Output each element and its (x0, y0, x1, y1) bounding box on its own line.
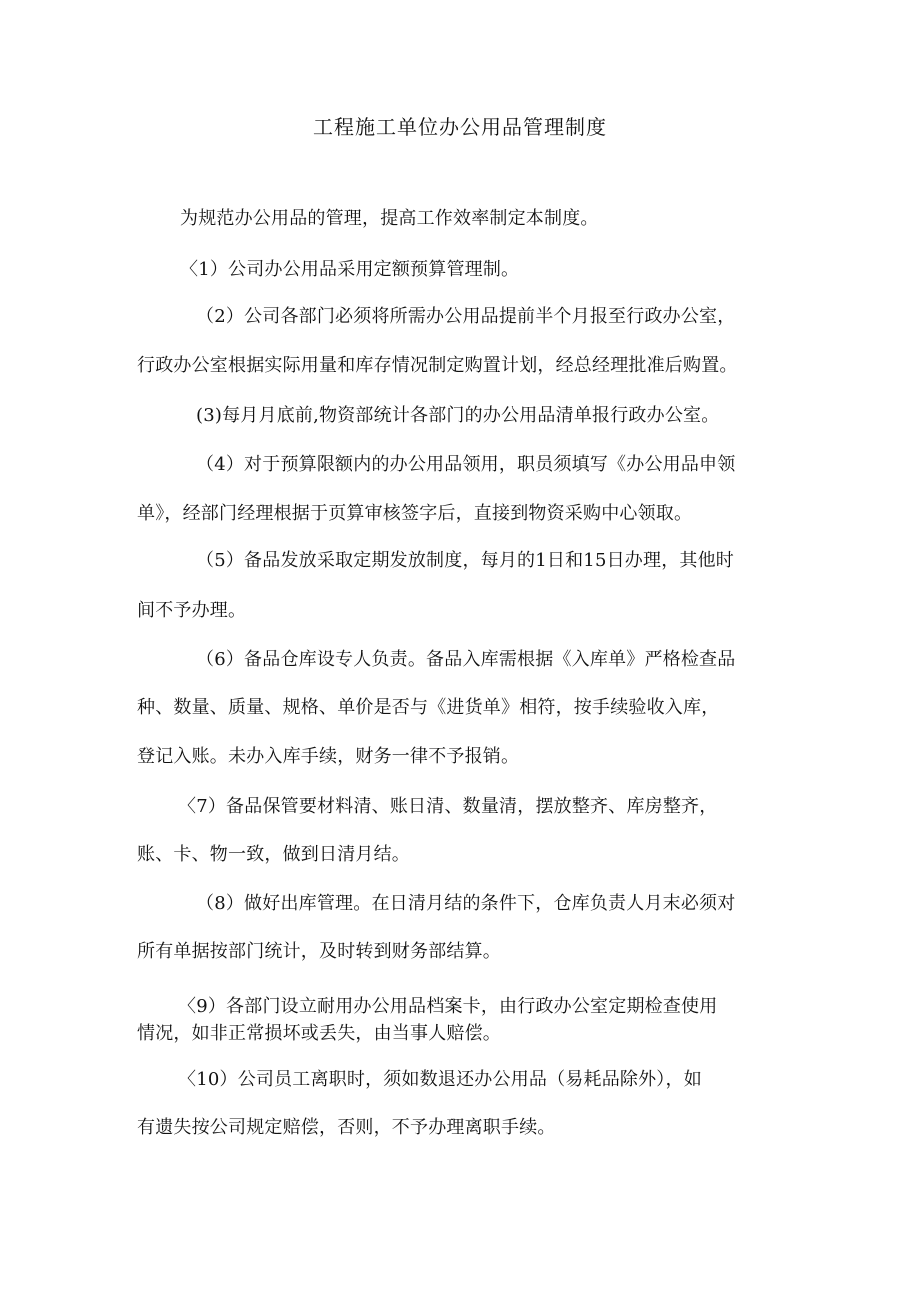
item-2-line-1: （2）公司各部门必须将所需办公用品提前半个月报至行政办公室， (196, 306, 736, 327)
item-8-line-1: （8）做好出库管理。在日清月结的条件下，仓库负责人月末必须对 (196, 893, 736, 914)
item-10-line-1: 〈10）公司员工离职时，须如数退还办公用品（易耗品除外），如 (178, 1069, 702, 1090)
item-5-line-2: 间不予办理。 (137, 600, 247, 621)
item-6-line-1: （6）备品仓库设专人负责。备品入库需根据《入库单》严格检查品 (196, 649, 736, 670)
item-1-line-1: 〈1）公司办公用品采用定额预算管理制。 (180, 259, 520, 280)
item-9-line-2: 情况，如非正常损坏或丢失，由当事人赔偿。 (137, 1023, 501, 1044)
document-title: 工程施工单位办公用品管理制度 (313, 115, 607, 139)
item-5-line-1: （5）备品发放采取定期发放制度，每月的1日和15日办理，其他时 (196, 550, 735, 571)
intro-paragraph: 为规范办公用品的管理，提高工作效率制定本制度。 (180, 208, 599, 229)
item-3-line-1: (3)每月月底前,物资部统计各部门的办公用品清单报行政办公室。 (196, 405, 720, 426)
item-9-line-1: 〈9）各部门设立耐用办公用品档案卡，由行政办公室定期检查使用 (178, 996, 718, 1017)
item-2-line-2: 行政办公室根据实际用量和库存情况制定购置计划，经总经理批准后购置。 (137, 355, 738, 376)
item-8-line-2: 所有单据按部门统计，及时转到财务部结算。 (137, 941, 501, 962)
item-6-line-3: 登记入账。未办入库手续，财务一律不予报销。 (137, 746, 520, 767)
item-6-line-2: 种、数量、质量、规格、单价是否与《进货单》相符，按手续验收入库， (137, 697, 720, 718)
item-4-line-2: 单》，经部门经理根据于页算审核签字后，直接到物资采购中心领取。 (137, 503, 693, 524)
item-7-line-1: 〈7）备品保管要材料清、账日清、数量清，摆放整齐、库房整齐， (178, 796, 718, 817)
item-10-line-2: 有遗失按公司规定赔偿，否则，不予办理离职手续。 (137, 1117, 556, 1138)
item-7-line-2: 账、卡、物一致，做到日清月结。 (137, 844, 410, 865)
item-4-line-1: （4）对于预算限额内的办公用品领用，职员须填写《办公用品申领 (196, 454, 736, 475)
